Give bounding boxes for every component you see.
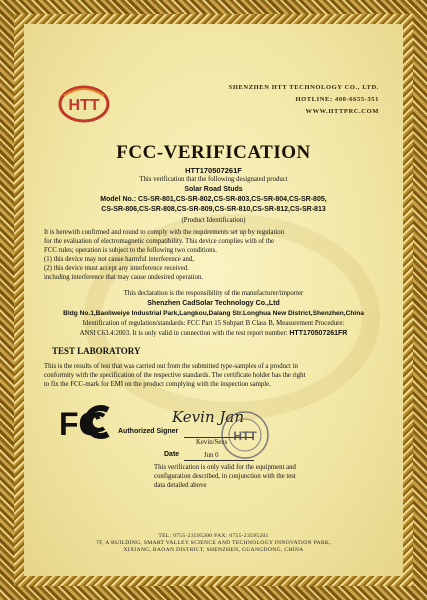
- website: WWW.HTTPRC.COM: [305, 108, 379, 115]
- validity-line: configuration described, in conjunction with the test: [154, 473, 296, 480]
- body-line: (2) this device must accept any interference received.: [44, 265, 189, 272]
- declaration-text: This declaration is the responsibility of the manufacturer/importer: [123, 290, 304, 297]
- identification-line-2: [24, 330, 403, 337]
- htt-stamp-icon: [220, 410, 270, 460]
- fcc-mark-icon: [58, 404, 110, 440]
- body-line: including interference that may cause undesired operation.: [44, 274, 204, 281]
- authorized-signer-label: Authorized Signer: [118, 428, 179, 435]
- intro-text: This verification that the following designated product: [139, 176, 288, 183]
- certificate-number: HTT170507261F: [185, 166, 242, 175]
- product-identification: (Product Identification): [181, 217, 246, 224]
- footer-address-2: XIXIANG, BAOAN DISTRICT, SHENZHEN, GUANGDONG, CHINA: [123, 547, 304, 553]
- logo-text: HTT: [68, 97, 100, 114]
- fcc-mark-text: FC: [59, 406, 102, 440]
- page-title: FCC-VERIFICATION: [116, 142, 311, 163]
- lab-line: conformity with the specification of the respective standards. The certificate holder has the right: [44, 372, 306, 379]
- company-name: SHENZHEN HTT TECHNOLOGY CO., LTD.: [228, 84, 379, 91]
- company-info: [229, 82, 379, 118]
- htt-logo-icon: [58, 84, 110, 124]
- date-value: Jun 0: [204, 452, 219, 459]
- footer-address-1: 7F, A BUILDING, SMART VALLEY SCIENCE AND TECHNOLOGY INNOVATION PARK,: [96, 540, 331, 546]
- lab-text: [44, 362, 389, 389]
- footer-phone: TEL: 0755-23595200 FAX: 0755-23595201: [158, 533, 269, 539]
- hotline: HOTLINE: 400-6655-351: [295, 96, 379, 103]
- signature: Kevin Jan: [172, 408, 244, 426]
- body-line: It is herewith confirmed and round to comply with the requirements set up by regulation: [44, 229, 285, 236]
- stamp-text: HTT: [233, 429, 257, 443]
- compliance-text: [44, 228, 389, 282]
- validity-line: This verification is only valid for the equipment and: [154, 464, 296, 471]
- date-label: Date: [164, 451, 180, 458]
- lab-line: This is the results of test that was carried out from the submitted type-samples of a product in: [44, 363, 298, 370]
- manufacturer-name: Shenzhen CadSolar Technology Co.,Ltd: [147, 300, 280, 307]
- body-line: for the evaluation of electromagnetic compatibility. This device complies with of the: [44, 238, 275, 245]
- identification-text: ANSI C63.4:2003. It is only valid in connection with the test report number:: [79, 330, 288, 337]
- validity-text: [154, 463, 296, 490]
- model-line-2: CS-SR-806,CS-SR-808,CS-SR-809,CS-SR-810,CS-SR-812,CS-SR-813: [101, 206, 326, 213]
- body-line: FCC rules; operation is subject to the following two conditions.: [44, 247, 217, 254]
- lab-line: to fix the FCC-mark for EMI on the product complying with the inspection sample.: [44, 381, 271, 388]
- signer-name: Kevin/Sens: [196, 439, 228, 446]
- validity-line: data detailed above: [154, 482, 207, 489]
- date-line: [184, 460, 254, 461]
- section-title: TEST LABORATORY: [52, 346, 141, 356]
- body-line: (1) this device may not cause harmful interference and,: [44, 256, 195, 263]
- certificate-paper: [24, 24, 403, 576]
- report-number: HTT170507261FR: [289, 330, 348, 337]
- product-name: Solar Road Studs: [184, 186, 243, 193]
- model-line-1: Model No.: CS-SR-801,CS-SR-802,CS-SR-803,CS-SR-804,CS-SR-805,: [100, 196, 327, 203]
- identification-line-1: Identification of regulation/standards: FCC Part 15 Subpart B Class B, Measurement Procedure:: [82, 320, 345, 327]
- manufacturer-address: Bldg No.1,Baoliweiye Industrial Park,Langkou,Dalang Str.Longhua New District,Shenzhen,China: [63, 310, 364, 317]
